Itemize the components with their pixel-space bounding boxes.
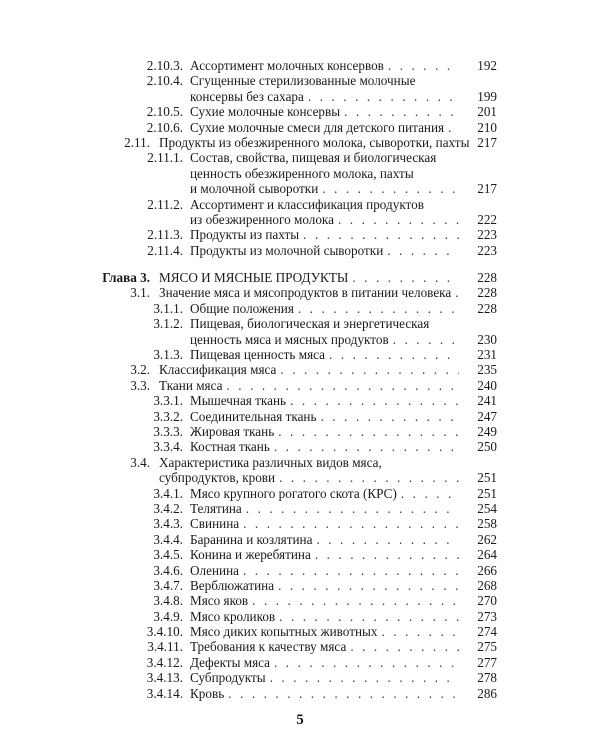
toc-entry-line: [0, 532, 600, 547]
dot-leader: [316, 532, 459, 547]
dot-leader: [350, 639, 459, 654]
toc-page-number: 222: [477, 211, 497, 227]
dot-leader: [243, 563, 459, 578]
toc-entry-number: 3.4.: [130, 454, 150, 470]
toc-entry-title: Пищевая ценность мяса: [190, 347, 326, 363]
toc-entry-number: 3.4.4.: [153, 531, 183, 547]
toc-page-number: 201: [477, 104, 497, 120]
toc-entry-number: 2.11.4.: [147, 242, 183, 258]
toc-entry-number: 3.4.8.: [153, 593, 183, 609]
toc-entry-line: [0, 181, 600, 196]
dot-leader: [322, 181, 459, 196]
toc-entry-line: [0, 316, 600, 331]
toc-entry-title: Ассортимент и классификация продуктов: [190, 196, 424, 212]
toc-entry-number: 2.10.5.: [146, 104, 183, 120]
toc-entry-line: [0, 73, 600, 88]
toc-entry[interactable]: [0, 362, 600, 377]
toc-entry-number: 3.2.: [130, 362, 150, 378]
toc-entry-number: 2.11.3.: [147, 227, 183, 243]
toc-entry-title: Сухие молочные смеси для детского питания: [190, 119, 445, 135]
toc-entry-line: [0, 393, 600, 408]
dot-leader: [338, 212, 459, 227]
toc-entry-title: Мясо кроликов: [190, 608, 276, 624]
toc-page-number: 251: [477, 470, 497, 486]
toc-entry-number: 2.10.3.: [146, 58, 183, 73]
toc-page-number: 264: [477, 547, 497, 563]
dot-leader: [274, 439, 459, 454]
toc-entry[interactable]: [0, 135, 600, 150]
toc-entry-number: 3.3.1.: [153, 393, 183, 409]
toc-entry-line: [0, 301, 600, 316]
toc-entry-number: 3.1.3.: [153, 347, 183, 363]
toc-entry[interactable]: [0, 686, 600, 701]
toc-entry-number: 3.4.9.: [153, 608, 183, 624]
dot-leader: [278, 424, 459, 439]
toc-page-number: 192: [477, 58, 497, 73]
dot-leader: [401, 486, 459, 501]
toc-entry[interactable]: [0, 243, 600, 258]
toc-entry-title: Сухие молочные консервы: [190, 104, 341, 120]
dot-leader: [329, 347, 459, 362]
toc-page-number: 240: [477, 377, 497, 393]
toc-entry-number: 3.4.6.: [153, 562, 183, 578]
toc-entry-title: Пищевая, биологическая и энергетическая: [190, 316, 430, 332]
toc-entry-line: [0, 347, 600, 362]
toc-entry-title: ценность обезжиренного молока, пахты: [190, 165, 414, 181]
toc-entry-number: 3.3.2.: [153, 408, 183, 424]
toc-entry-title: и молочной сыворотки: [190, 181, 319, 197]
toc-entry-line: [0, 501, 600, 516]
toc-entry-number: Глава 3.: [102, 270, 150, 286]
toc-entry-title: Классификация мяса: [159, 362, 277, 378]
toc-page-number: 235: [477, 362, 497, 378]
dot-leader: [352, 270, 459, 285]
toc-page-number: 273: [477, 608, 497, 624]
toc-entry[interactable]: [0, 609, 600, 624]
toc-entry-line: [0, 486, 600, 501]
toc-page-number: 228: [477, 285, 497, 301]
toc-entry-number: 3.4.2.: [153, 500, 183, 516]
dot-leader: [226, 378, 459, 393]
dot-leader: [252, 593, 459, 608]
toc-entry-line: [0, 362, 600, 377]
toc-entry-title: Конина и жеребятина: [190, 547, 311, 563]
dot-leader: [279, 609, 459, 624]
toc-entry[interactable]: [0, 593, 600, 608]
toc-entry-line: [0, 166, 600, 181]
toc-entry-line: [0, 609, 600, 624]
toc-entry[interactable]: [0, 486, 600, 501]
toc-entry[interactable]: [0, 347, 600, 362]
toc-page-number: 268: [477, 577, 497, 593]
toc-entry-title: Свинина: [190, 516, 240, 532]
toc-entry-title: Мясо диких копытных животных: [190, 624, 378, 640]
dot-leader: [344, 104, 459, 119]
toc-entry-title: Соединительная ткань: [190, 408, 317, 424]
toc-entry[interactable]: [0, 393, 600, 408]
toc-entry-number: 3.4.11.: [147, 639, 183, 655]
toc-entry-line: [0, 227, 600, 242]
toc-entry-line: [0, 624, 600, 639]
dot-leader: [298, 301, 459, 316]
toc-entry-number: 3.4.14.: [146, 685, 183, 701]
toc-entry[interactable]: [0, 563, 600, 578]
toc-page-number: 241: [477, 393, 497, 409]
toc-entry-title: ценность мяса и мясных продуктов: [190, 331, 389, 347]
dot-leader: [270, 670, 459, 685]
toc-entry-line: [0, 135, 600, 150]
toc-entry[interactable]: [0, 639, 600, 654]
toc-entry-line: [0, 270, 600, 285]
toc-page-number: 247: [477, 408, 497, 424]
page-number: 5: [296, 712, 304, 728]
toc-entry-title: Костная ткань: [190, 439, 270, 455]
dot-leader: [315, 547, 459, 562]
toc-entry-title: Мясо крупного рогатого скота (КРС): [190, 485, 397, 501]
toc-entry-title: Общие положения: [190, 300, 294, 316]
toc-entry[interactable]: [0, 73, 600, 104]
toc-entry-title: Требования к качеству мяса: [190, 639, 347, 655]
toc-entry[interactable]: [0, 227, 600, 242]
toc-entry-number: 2.11.1.: [147, 150, 183, 166]
toc-entry-number: 3.4.1.: [153, 485, 183, 501]
toc-entry-line: [0, 285, 600, 300]
dot-leader: [393, 332, 459, 347]
toc-entry-line: [0, 470, 600, 485]
toc-entry-title: Дефекты мяса: [190, 654, 271, 670]
toc-entry-line: [0, 197, 600, 212]
toc-entry-title: Жировая ткань: [190, 423, 275, 439]
toc-entry-line: [0, 563, 600, 578]
toc-page-number: 231: [477, 347, 497, 363]
toc-entry-title: субпродуктов, крови: [159, 470, 276, 486]
toc-entry-title: Баранина и козлятина: [190, 531, 313, 547]
dot-leader: [228, 686, 459, 701]
toc-entry[interactable]: [0, 150, 600, 196]
toc-entry-title: МЯСО И МЯСНЫЕ ПРОДУКТЫ: [159, 270, 349, 286]
dot-leader: [274, 655, 459, 670]
dot-leader: [381, 624, 459, 639]
toc-entry[interactable]: [0, 424, 600, 439]
toc-entry-title: Ткани мяса: [159, 377, 223, 393]
toc-entry[interactable]: [0, 104, 600, 119]
toc-entry[interactable]: [0, 439, 600, 454]
toc-page-number: 228: [477, 300, 497, 316]
toc-entry[interactable]: [0, 624, 600, 639]
toc-entry-line: [0, 378, 600, 393]
toc-entry-number: 3.3.: [130, 377, 150, 393]
dot-leader: [303, 227, 459, 242]
toc-entry-line: [0, 578, 600, 593]
toc-entry-title: из обезжиренного молока: [190, 211, 334, 227]
toc-entry-number: 2.11.2.: [147, 196, 183, 212]
toc-entry[interactable]: [0, 120, 600, 135]
toc-entry-number: 3.1.2.: [153, 316, 183, 332]
toc-entry-title: Мясо яков: [190, 593, 249, 609]
toc-page-number: 223: [477, 227, 497, 243]
toc-page-number: 217: [477, 181, 497, 197]
toc-entry-line: [0, 409, 600, 424]
toc-entry-title: Ассортимент молочных консервов: [190, 58, 384, 73]
toc-entry-line: [0, 104, 600, 119]
toc-entry[interactable]: [0, 655, 600, 670]
toc-entry-title: Продукты из молочной сыворотки: [190, 242, 384, 258]
toc-entry[interactable]: [0, 501, 600, 516]
toc-entry-line: [0, 455, 600, 470]
toc-entry-line: [0, 686, 600, 701]
toc-entry-title: Кровь: [190, 685, 225, 701]
chapter-gap: [0, 258, 600, 270]
toc-entry-number: 2.11.: [124, 134, 150, 150]
toc-entry-line: [0, 670, 600, 685]
toc-entry-title: Мышечная ткань: [190, 393, 287, 409]
dot-leader: [279, 470, 459, 485]
toc-entry-line: [0, 547, 600, 562]
toc-entry-line: [0, 243, 600, 258]
toc-entry[interactable]: [0, 378, 600, 393]
toc-entry-line: [0, 58, 600, 73]
toc-entry[interactable]: [0, 547, 600, 562]
toc-entry-number: 3.4.13.: [146, 670, 183, 686]
toc-entry-number: 3.4.5.: [153, 547, 183, 563]
dot-leader: [321, 409, 460, 424]
toc-page-number: 258: [477, 516, 497, 532]
toc-entry-title: Субпродукты: [190, 670, 266, 686]
toc-entry-title: Верблюжатина: [190, 577, 275, 593]
toc-entry-line: [0, 332, 600, 347]
toc-entry-line: [0, 424, 600, 439]
toc-entry[interactable]: [0, 578, 600, 593]
toc-page-number: 230: [477, 331, 497, 347]
toc-entry-number: 3.3.3.: [153, 423, 183, 439]
toc-entry-number: 3.4.3.: [153, 516, 183, 532]
toc-entry[interactable]: [0, 58, 600, 73]
dot-leader: [278, 578, 459, 593]
toc-page-number: 217: [477, 134, 497, 150]
toc-entry-title: Сгущенные стерилизованные молочные: [190, 73, 416, 89]
toc-page-number: 262: [477, 531, 497, 547]
toc-entry-title: Продукты из пахты: [190, 227, 300, 243]
toc-page-number: 249: [477, 423, 497, 439]
toc-page-number: 199: [477, 88, 497, 104]
toc-page-number: 251: [477, 485, 497, 501]
toc-entry-number: 2.10.6.: [146, 119, 183, 135]
toc-entry-number: 3.1.: [130, 285, 150, 301]
dot-leader: [387, 243, 459, 258]
dot-leader: [290, 393, 459, 408]
toc-entry-title: консервы без сахара: [190, 88, 304, 104]
toc-entry-line: [0, 655, 600, 670]
toc-entry[interactable]: [0, 197, 600, 228]
toc-entry-line: [0, 120, 600, 135]
toc-page-number: 270: [477, 593, 497, 609]
toc-entry-title: Телятина: [190, 500, 242, 516]
toc-entry-number: 3.4.10.: [146, 624, 183, 640]
dot-leader: [243, 516, 459, 531]
dot-leader: [455, 285, 459, 300]
toc-page-number: 254: [477, 500, 497, 516]
toc-entry-title: Продукты из обезжиренного молока, сыворотки, пахты: [159, 134, 470, 150]
toc-page-number: 277: [477, 654, 497, 670]
toc-entry-line: [0, 516, 600, 531]
toc-page-number: 266: [477, 562, 497, 578]
toc-entry-line: [0, 439, 600, 454]
toc-entry-number: 3.3.4.: [153, 439, 183, 455]
toc-entry-number: 2.10.4.: [146, 73, 183, 89]
toc-page-number: 274: [477, 624, 497, 640]
dot-leader: [308, 89, 459, 104]
toc-entry-line: [0, 89, 600, 104]
table-of-contents: [0, 58, 600, 701]
toc-entry-line: [0, 150, 600, 165]
toc-entry[interactable]: [0, 455, 600, 486]
toc-entry-line: [0, 212, 600, 227]
dot-leader: [388, 58, 459, 73]
toc-entry[interactable]: [0, 409, 600, 424]
toc-entry[interactable]: [0, 316, 600, 347]
toc-entry[interactable]: [0, 516, 600, 531]
dot-leader: [280, 362, 459, 377]
toc-page-number: 278: [477, 670, 497, 686]
toc-entry[interactable]: [0, 670, 600, 685]
toc-entry[interactable]: [0, 285, 600, 300]
toc-page-number: 250: [477, 439, 497, 455]
toc-page-number: 286: [477, 685, 497, 701]
toc-entry-title: Значение мяса и мясопродуктов в питании человека: [159, 285, 452, 301]
dot-leader: [448, 120, 459, 135]
toc-entry-title: Состав, свойства, пищевая и биологическая: [190, 150, 437, 166]
toc-page-number: 275: [477, 639, 497, 655]
toc-page-number: 210: [477, 119, 497, 135]
toc-entry[interactable]: [0, 301, 600, 316]
toc-entry-line: [0, 639, 600, 654]
toc-chapter-entry[interactable]: [0, 270, 600, 285]
dot-leader: [246, 501, 459, 516]
toc-page-number: 228: [477, 270, 497, 286]
toc-entry-title: Характеристика различных видов мяса,: [159, 454, 382, 470]
toc-page-number: 223: [477, 242, 497, 258]
toc-entry-number: 3.1.1.: [153, 300, 183, 316]
toc-entry-number: 3.4.7.: [153, 577, 183, 593]
toc-entry[interactable]: [0, 532, 600, 547]
toc-entry-title: Оленина: [190, 562, 239, 578]
toc-entry-line: [0, 593, 600, 608]
toc-entry-number: 3.4.12.: [146, 654, 183, 670]
